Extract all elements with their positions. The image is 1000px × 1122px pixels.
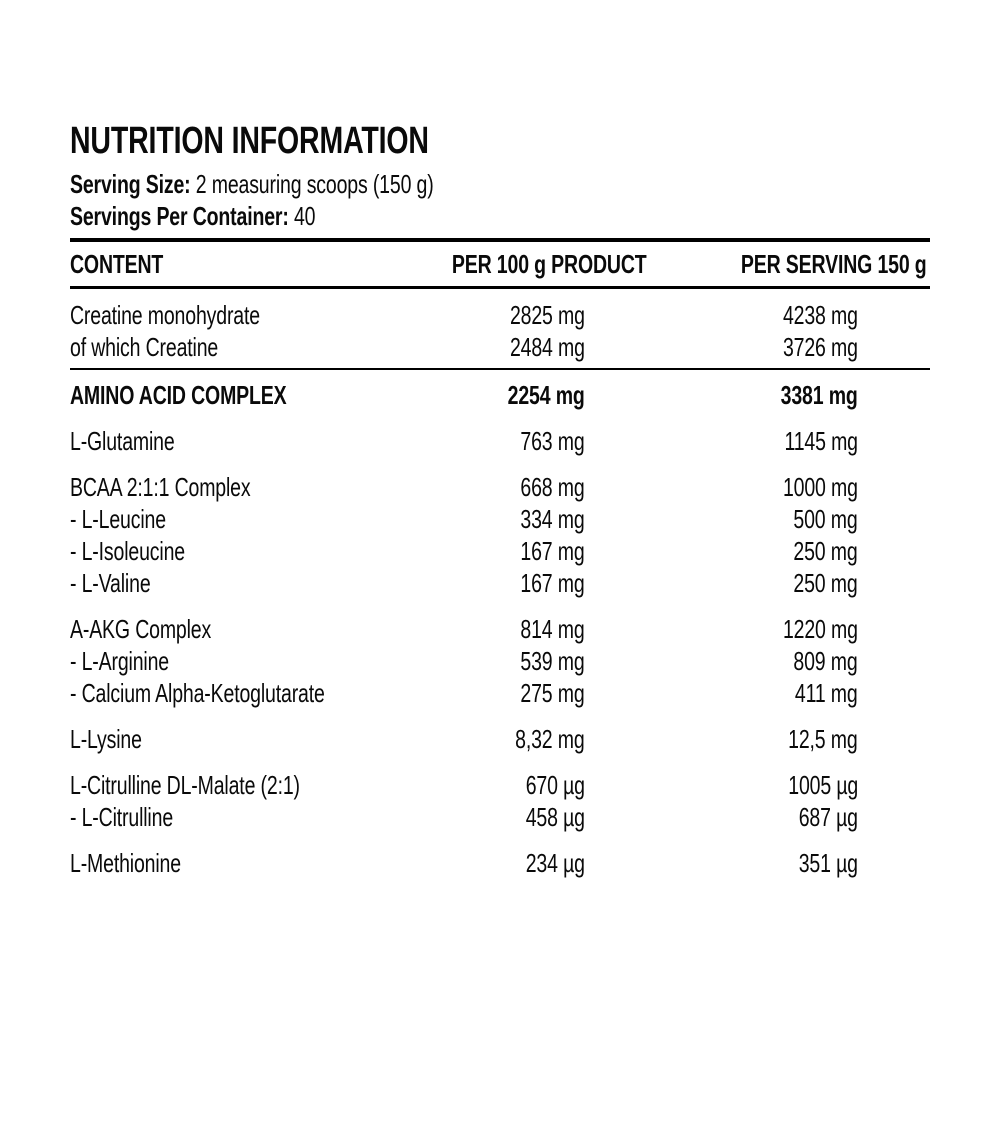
column-header-per100: PER 100 g PRODUCT [452, 248, 647, 279]
servings-per-container-line [70, 200, 930, 232]
servings-per-container-label: Servings Per Container: [70, 201, 289, 231]
group-creatine [70, 299, 930, 363]
per-100g-value: 8,32 mg [515, 724, 585, 754]
nutrient-name: - Calcium Alpha-Ketoglutarate [70, 678, 325, 708]
divider-header [70, 286, 930, 289]
per-serving-value: 3726 mg [783, 332, 858, 362]
per-serving-value: 500 mg [793, 504, 858, 534]
row-l-isoleucine [70, 535, 930, 567]
table-header-row [70, 242, 930, 286]
serving-info [70, 168, 930, 232]
servings-per-container-value: 40 [293, 201, 316, 231]
row-l-lysine [70, 723, 930, 755]
serving-size-value: 2 measuring scoops (150 g) [195, 169, 434, 199]
per-100g-value: 458 µg [525, 802, 585, 832]
group-citrulline [70, 769, 930, 833]
per-serving-value: 250 mg [793, 536, 858, 566]
row-creatine-monohydrate [70, 299, 930, 331]
per-serving-value: 411 mg [795, 678, 858, 708]
nutrient-name: BCAA 2:1:1 Complex [70, 472, 251, 502]
nutrition-label [0, 122, 1000, 879]
serving-size-label: Serving Size: [70, 169, 191, 199]
row-l-arginine [70, 645, 930, 677]
group-bcaa [70, 471, 930, 599]
per-100g-value: 670 µg [525, 770, 585, 800]
nutrient-name: L-Lysine [70, 724, 142, 754]
nutrient-name: A-AKG Complex [70, 614, 212, 644]
row-l-valine [70, 567, 930, 599]
per-serving-value: 4238 mg [783, 300, 858, 330]
per-100g-value: 2254 mg [507, 380, 585, 410]
per-100g-value: 2825 mg [510, 300, 585, 330]
row-l-methionine [70, 847, 930, 879]
column-header-content: CONTENT [70, 248, 164, 279]
row-calcium-alpha-ketoglutarate [70, 677, 930, 709]
per-serving-value: 809 mg [793, 646, 858, 676]
row-aakg-complex [70, 613, 930, 645]
nutrient-name: - L-Citrulline [70, 802, 174, 832]
serving-size-line [70, 168, 930, 200]
nutrient-name: - L-Isoleucine [70, 536, 185, 566]
group-glutamine [70, 425, 930, 457]
group-lysine [70, 723, 930, 755]
per-100g-value: 167 mg [520, 536, 585, 566]
page-title-text: NUTRITION INFORMATION [70, 120, 429, 162]
nutrient-name: - L-Leucine [70, 504, 166, 534]
row-amino-acid-complex [70, 379, 930, 411]
per-serving-value: 687 µg [798, 802, 858, 832]
nutrient-name: Creatine monohydrate [70, 300, 260, 330]
per-100g-value: 539 mg [520, 646, 585, 676]
per-serving-value: 3381 mg [780, 380, 858, 410]
per-100g-value: 334 mg [520, 504, 585, 534]
nutrient-name: of which Creatine [70, 332, 219, 362]
group-aakg [70, 613, 930, 709]
per-100g-value: 167 mg [520, 568, 585, 598]
row-l-glutamine [70, 425, 930, 457]
row-l-citrulline-dl-malate [70, 769, 930, 801]
per-100g-value: 275 mg [520, 678, 585, 708]
nutrient-name: L-Glutamine [70, 426, 175, 456]
per-serving-value: 12,5 mg [788, 724, 858, 754]
per-100g-value: 814 mg [520, 614, 585, 644]
row-l-leucine [70, 503, 930, 535]
nutrient-name: L-Methionine [70, 848, 181, 878]
per-serving-value: 1000 mg [783, 472, 858, 502]
nutrient-name: - L-Arginine [70, 646, 169, 676]
page-title [70, 122, 930, 160]
nutrient-name: - L-Valine [70, 568, 151, 598]
row-l-citrulline [70, 801, 930, 833]
per-serving-value: 1005 µg [788, 770, 858, 800]
per-100g-value: 763 mg [520, 426, 585, 456]
nutrient-name: L-Citrulline DL-Malate (2:1) [70, 770, 300, 800]
per-100g-value: 668 mg [520, 472, 585, 502]
per-serving-value: 1145 mg [784, 426, 858, 456]
per-serving-value: 1220 mg [783, 614, 858, 644]
per-serving-value: 351 µg [798, 848, 858, 878]
group-methionine [70, 847, 930, 879]
per-100g-value: 2484 mg [510, 332, 585, 362]
column-header-per150: PER SERVING 150 g [741, 248, 927, 279]
per-serving-value: 250 mg [793, 568, 858, 598]
row-bcaa-complex [70, 471, 930, 503]
section-name: AMINO ACID COMPLEX [70, 380, 287, 410]
per-100g-value: 234 µg [525, 848, 585, 878]
divider-amino [70, 368, 930, 370]
row-of-which-creatine [70, 331, 930, 363]
